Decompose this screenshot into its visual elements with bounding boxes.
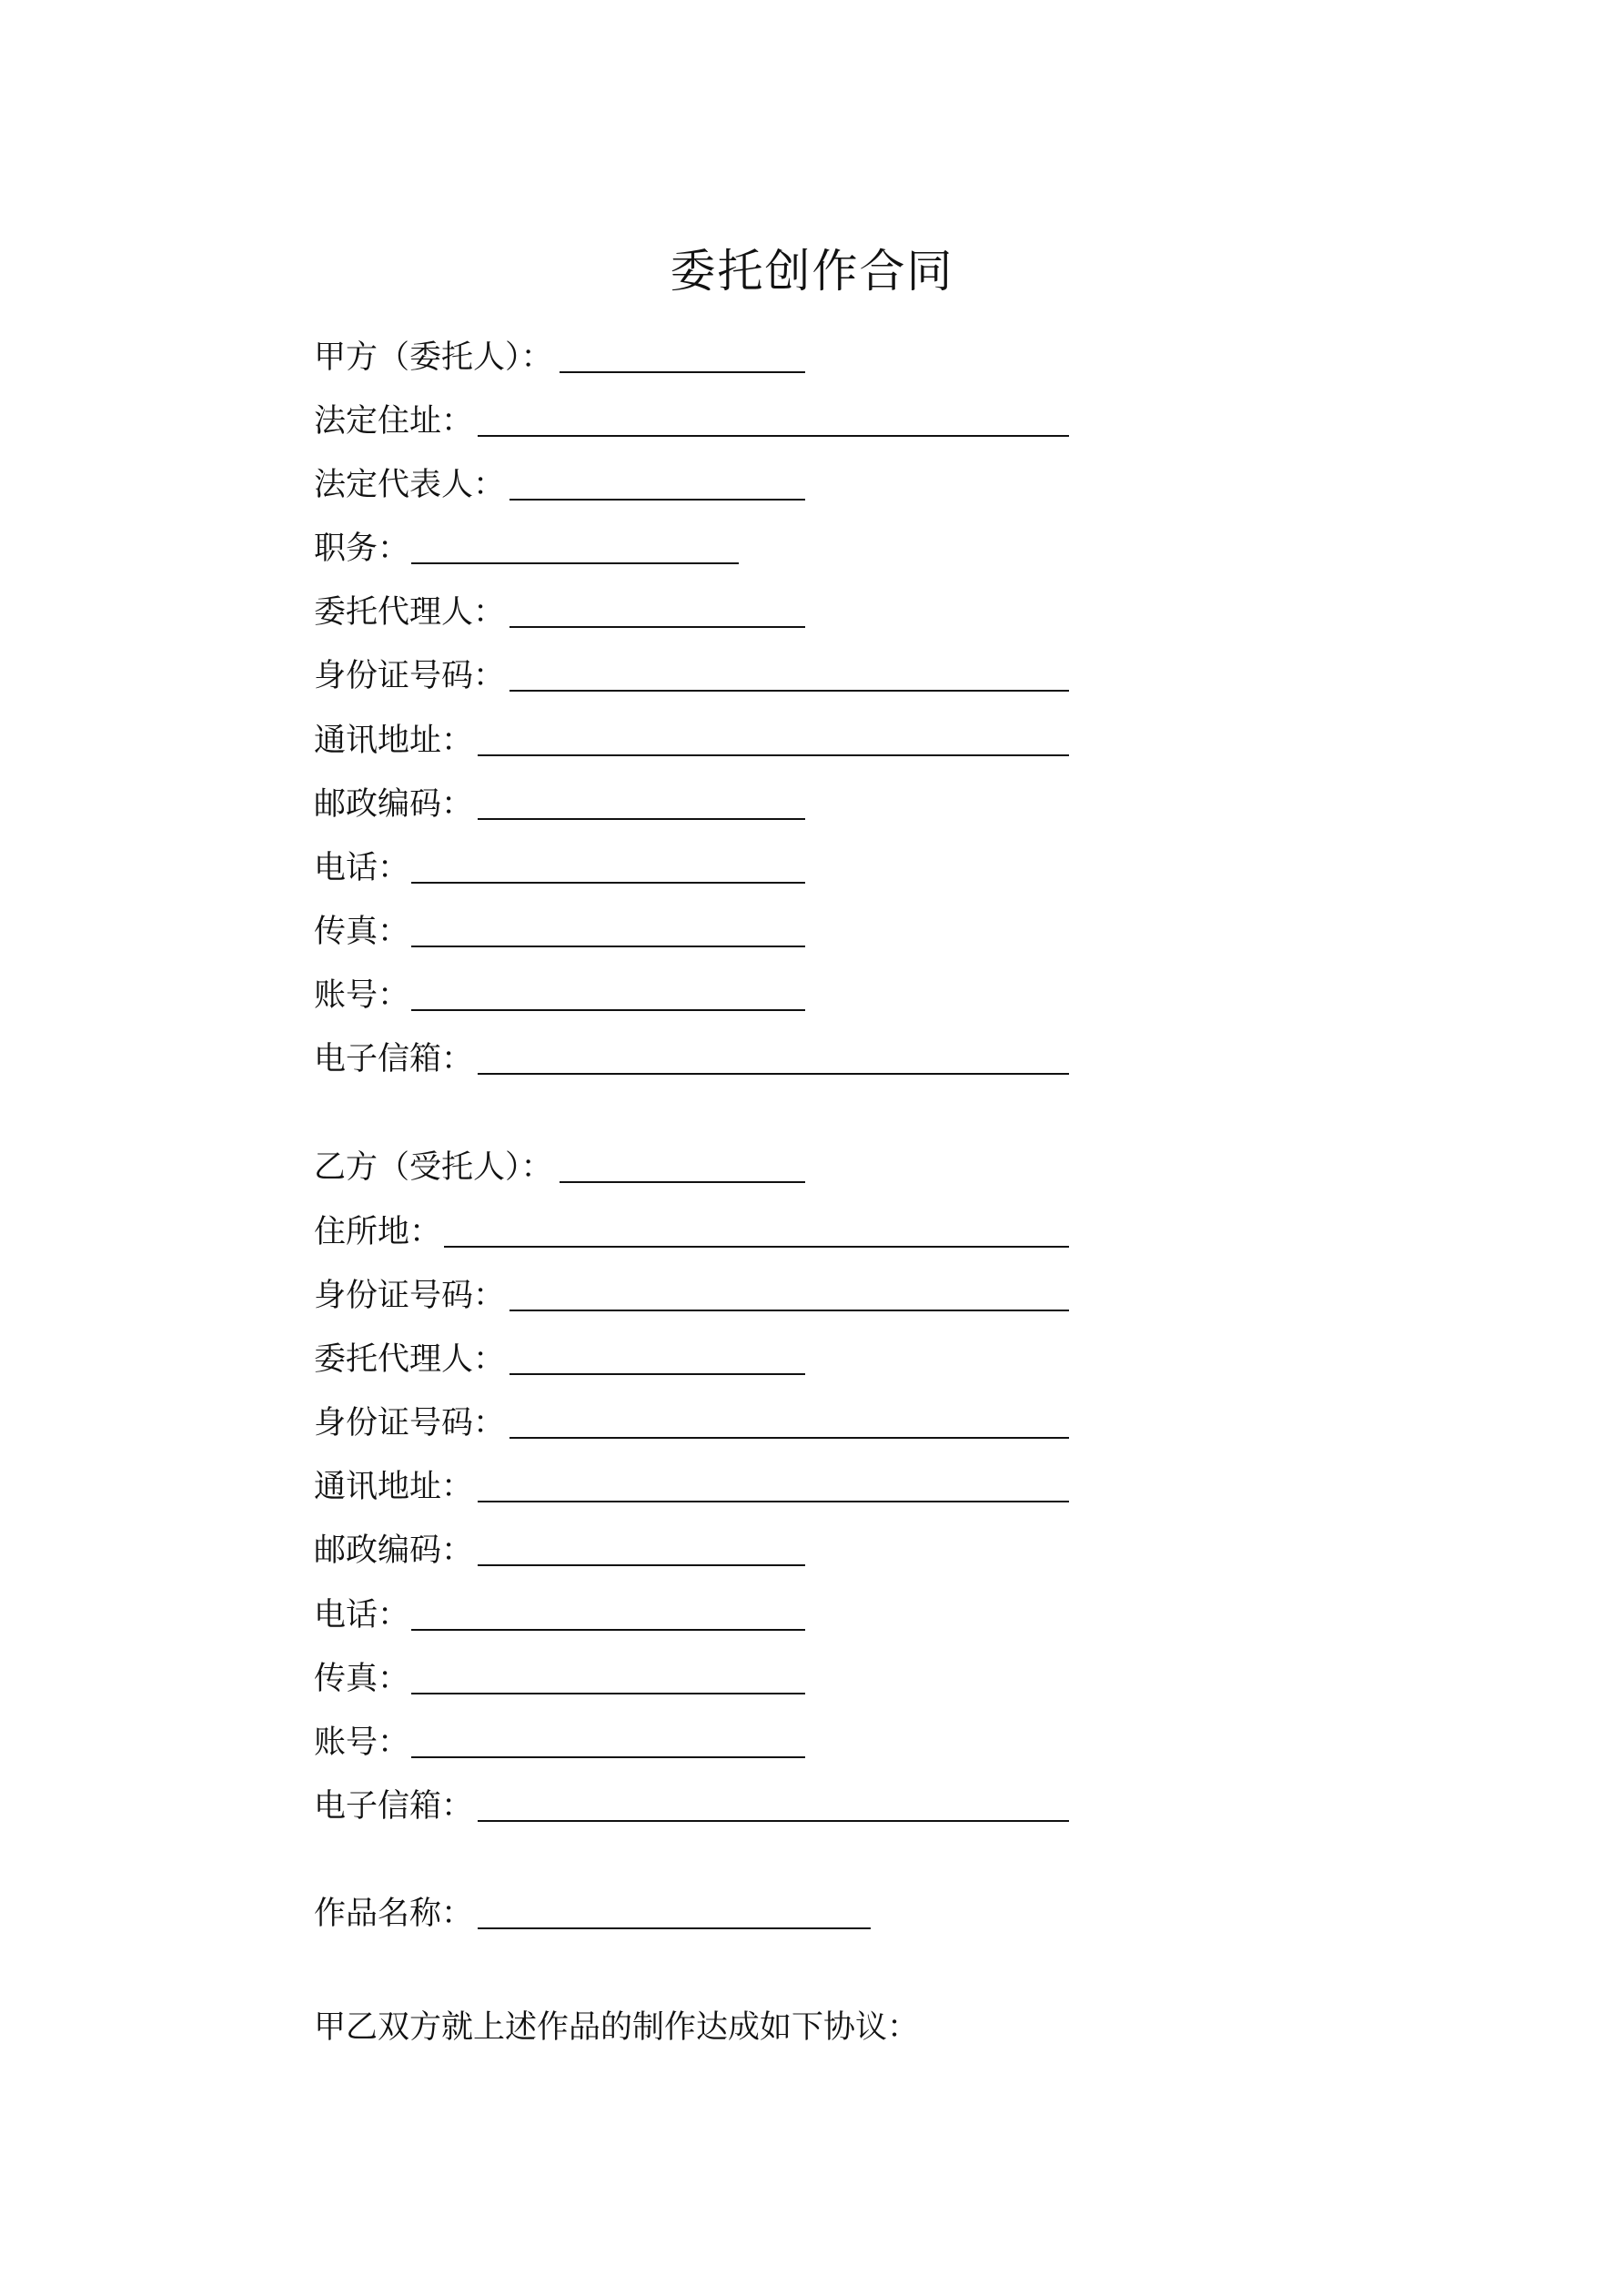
party-b-heading: 乙方（受托人）： bbox=[314, 1149, 553, 1186]
field-label: 账号： bbox=[314, 977, 410, 1014]
field-label: 传真： bbox=[314, 914, 410, 950]
field-label: 住所地： bbox=[314, 1214, 442, 1250]
field-label: 传真： bbox=[314, 1661, 410, 1697]
field-label: 职务： bbox=[314, 531, 410, 567]
field-blank[interactable] bbox=[478, 1073, 1069, 1075]
field-blank[interactable] bbox=[444, 1246, 1069, 1248]
field-blank[interactable] bbox=[411, 1756, 805, 1758]
agreement-statement: 甲乙双方就上述作品的制作达成如下协议： bbox=[314, 2009, 920, 2046]
field-blank[interactable] bbox=[411, 946, 805, 947]
field-blank[interactable] bbox=[411, 882, 805, 884]
field-label: 电话： bbox=[314, 1597, 410, 1633]
document-title: 委托创作合同 bbox=[670, 245, 954, 298]
field-label: 委托代理人： bbox=[314, 594, 506, 631]
field-label: 身份证号码： bbox=[314, 1278, 506, 1314]
field-blank[interactable] bbox=[478, 1564, 805, 1566]
field-blank[interactable] bbox=[509, 1310, 1069, 1311]
field-label: 身份证号码： bbox=[314, 1405, 506, 1441]
field-label: 电子信箱： bbox=[314, 1041, 474, 1077]
field-blank[interactable] bbox=[509, 1373, 805, 1375]
field-label: 电子信箱： bbox=[314, 1788, 474, 1825]
field-blank[interactable] bbox=[478, 818, 805, 820]
field-label: 电话： bbox=[314, 850, 410, 886]
field-label: 通讯地址： bbox=[314, 723, 474, 759]
field-label: 法定代表人： bbox=[314, 467, 506, 503]
field-label: 通讯地址： bbox=[314, 1469, 474, 1505]
field-blank[interactable] bbox=[509, 690, 1069, 692]
field-blank[interactable] bbox=[509, 1437, 1069, 1439]
field-blank[interactable] bbox=[478, 1501, 1069, 1502]
field-label: 身份证号码： bbox=[314, 658, 506, 694]
field-blank[interactable] bbox=[478, 1820, 1069, 1822]
field-blank[interactable] bbox=[509, 626, 805, 628]
party-b-name-blank[interactable] bbox=[560, 1181, 805, 1183]
field-blank[interactable] bbox=[509, 499, 805, 501]
field-blank[interactable] bbox=[411, 562, 739, 564]
field-blank[interactable] bbox=[411, 1009, 805, 1011]
field-label: 委托代理人： bbox=[314, 1341, 506, 1378]
work-name-label: 作品名称： bbox=[314, 1896, 474, 1932]
field-label: 账号： bbox=[314, 1725, 410, 1761]
party-a-name-blank[interactable] bbox=[560, 371, 805, 373]
work-name-blank[interactable] bbox=[478, 1927, 871, 1929]
field-blank[interactable] bbox=[411, 1629, 805, 1631]
party-a-heading: 甲方（委托人）： bbox=[314, 339, 553, 376]
field-blank[interactable] bbox=[478, 754, 1069, 756]
field-label: 邮政编码： bbox=[314, 1532, 474, 1569]
field-blank[interactable] bbox=[478, 435, 1069, 437]
field-blank[interactable] bbox=[411, 1693, 805, 1694]
field-label: 法定住址： bbox=[314, 403, 474, 440]
field-label: 邮政编码： bbox=[314, 786, 474, 823]
